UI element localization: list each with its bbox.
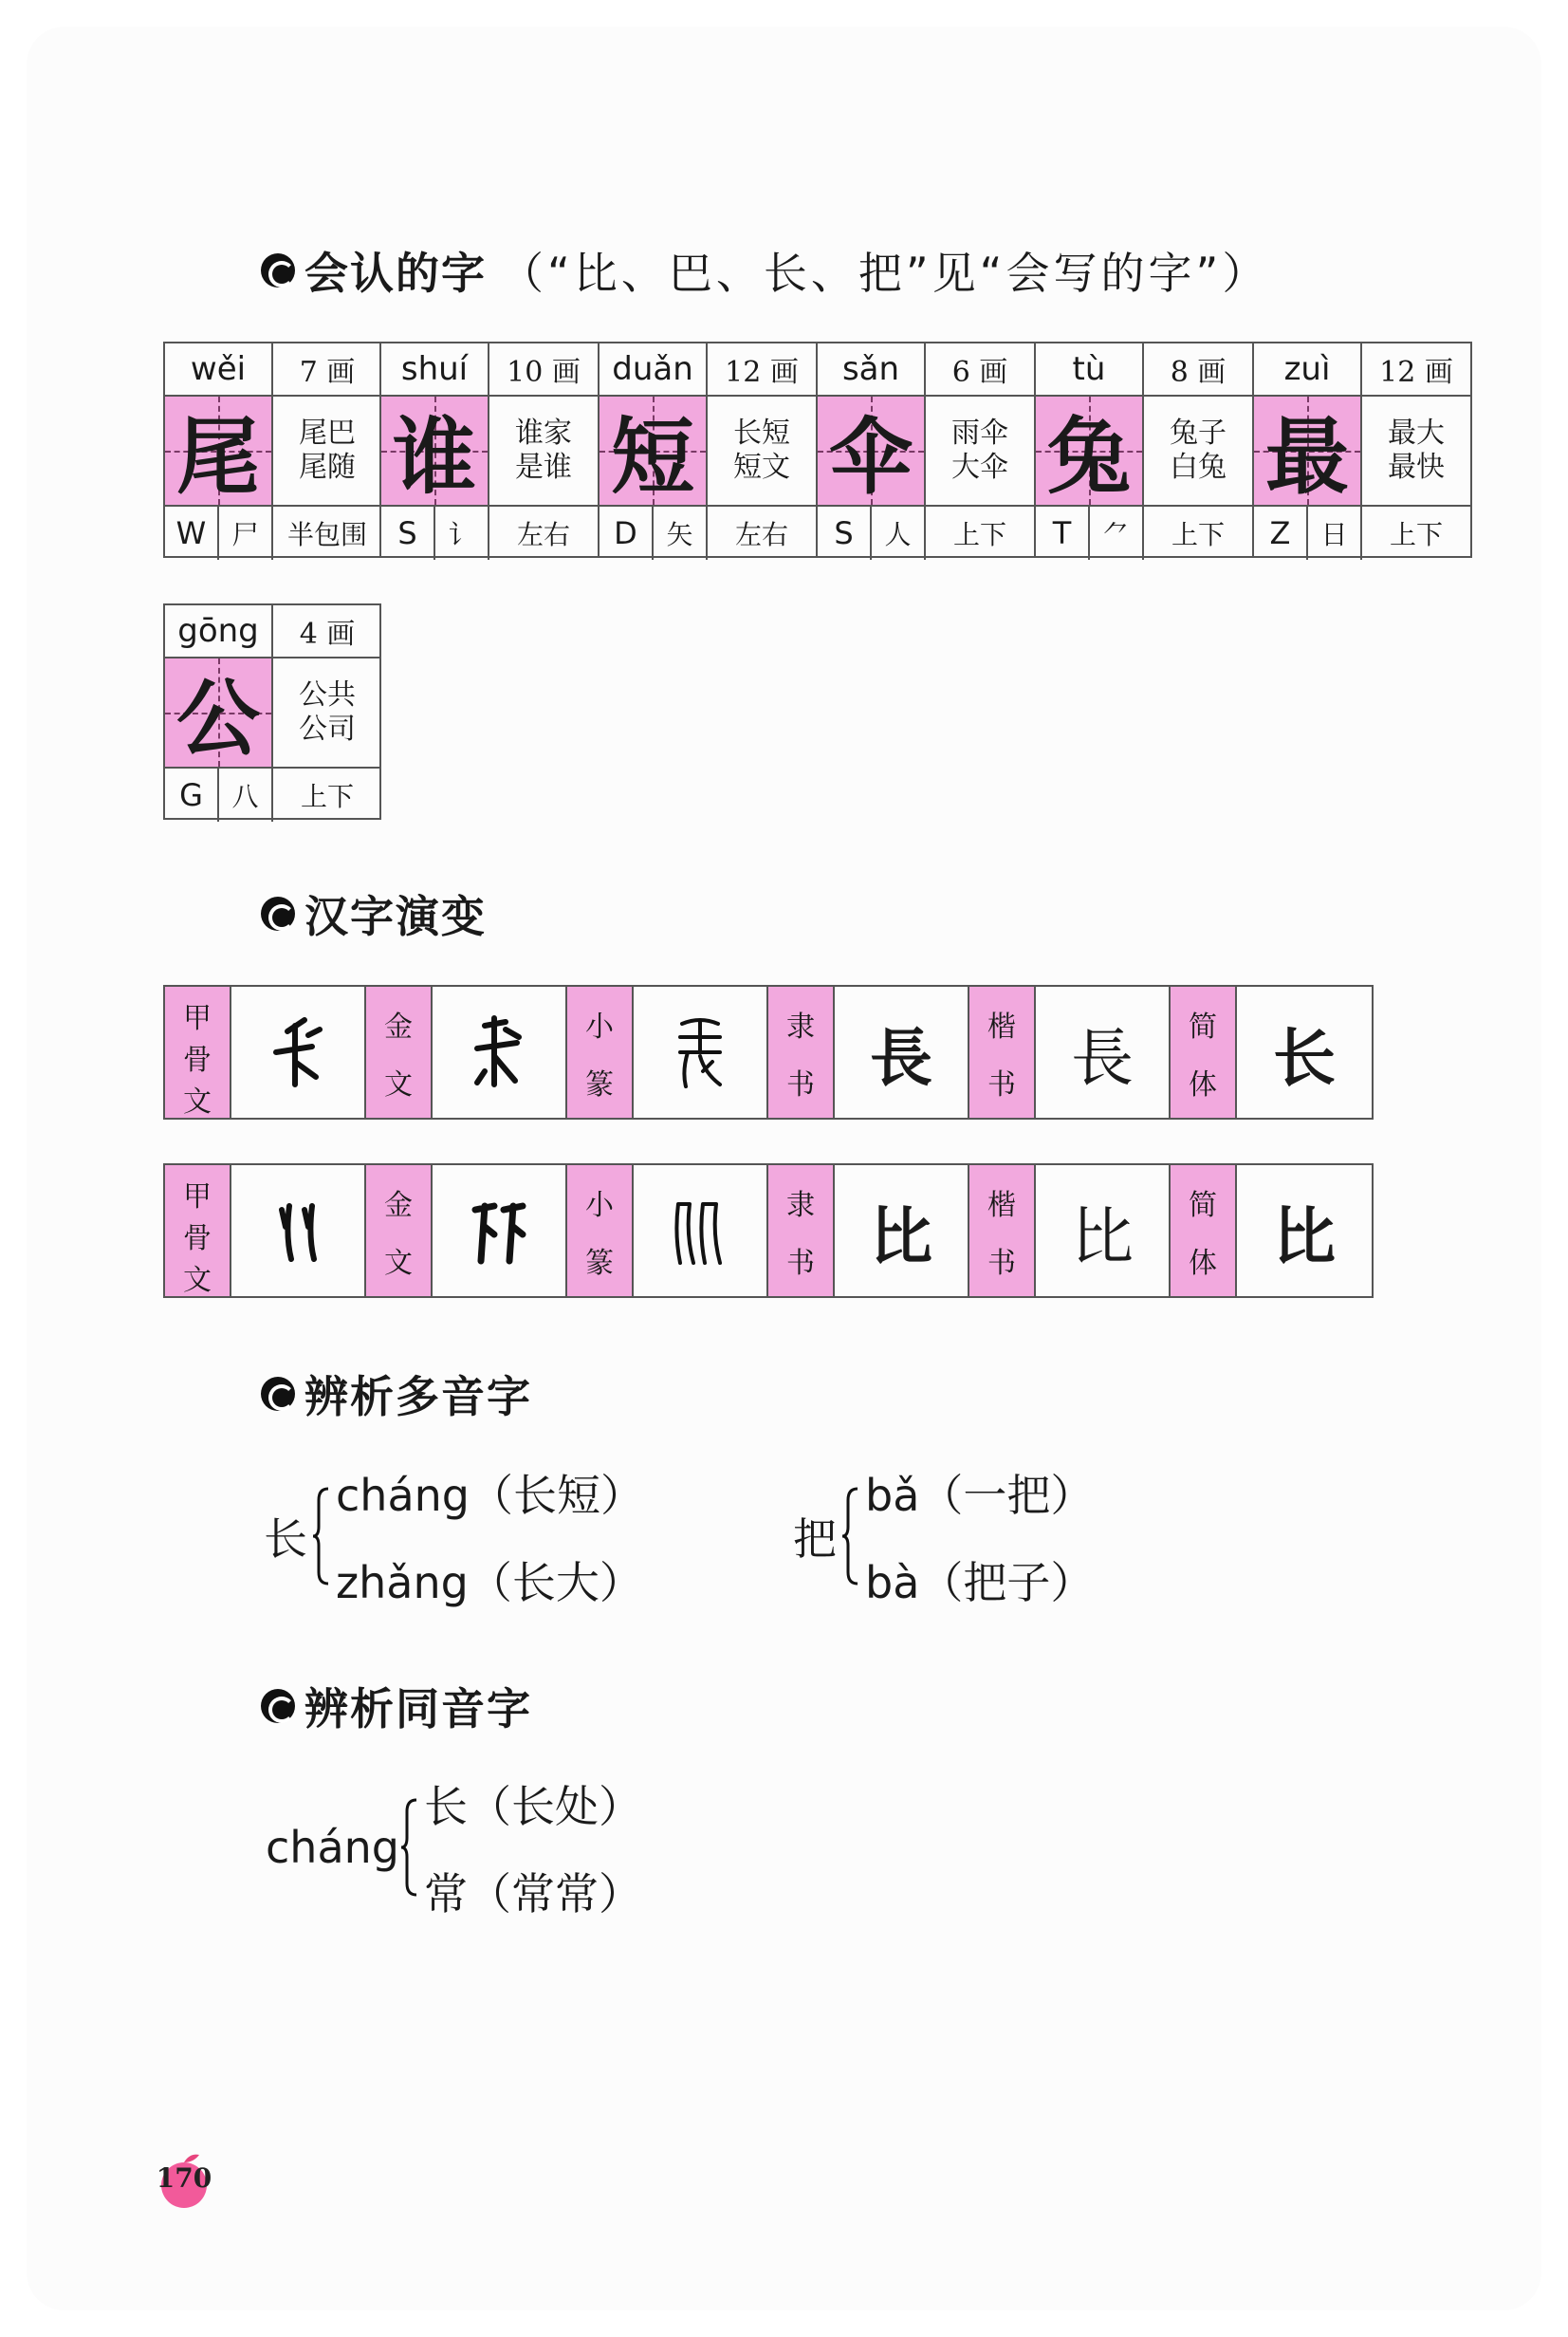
script-label-oracle: 甲 骨 文 <box>165 987 231 1118</box>
seal-bi-glyph <box>669 1193 731 1269</box>
section-bullet-icon <box>261 897 295 931</box>
page-number-badge <box>154 2149 214 2210</box>
clerical-glyph: 比 <box>835 1165 969 1296</box>
card-structure: 上下 <box>1389 519 1443 550</box>
card-character: 尾 <box>165 397 273 507</box>
reading-line: bǎ（一把） <box>865 1470 1095 1521</box>
oracle-glyph <box>231 987 366 1118</box>
homophone-group <box>266 1772 642 1922</box>
section-bullet-icon <box>261 253 295 287</box>
card-character: 公 <box>165 658 273 769</box>
polyphone-group-chang <box>264 1461 644 1611</box>
oracle-chang-glyph <box>267 1014 329 1090</box>
homophone-pinyin: cháng <box>266 1822 399 1873</box>
card-structure: 左右 <box>734 519 788 550</box>
card-structure: 上下 <box>1171 519 1225 550</box>
reading-line: cháng（长短） <box>336 1470 644 1521</box>
section-heading-polyphone <box>261 1363 532 1425</box>
seal-glyph <box>634 987 768 1118</box>
section-title: 会认的字 <box>304 248 487 299</box>
script-label-seal: 小 篆 <box>567 987 634 1118</box>
simplified-glyph: 长 <box>1273 1020 1336 1095</box>
card-character: 兔 <box>1036 397 1144 507</box>
card-pinyin: duǎn <box>600 343 708 397</box>
script-label-clerical: 隶 书 <box>768 1165 835 1296</box>
card-index: G 八 <box>165 769 273 822</box>
polyphone-char: 长 <box>264 1513 307 1565</box>
oracle-glyph <box>231 1165 366 1296</box>
character-card <box>163 342 381 558</box>
card-structure: 左右 <box>516 519 570 550</box>
seal-chang-glyph <box>669 1014 731 1090</box>
reading-line: zhǎng（长大） <box>336 1557 643 1608</box>
oracle-bi-glyph <box>267 1193 329 1269</box>
character-card-row <box>163 342 1472 558</box>
script-label-regular: 楷 书 <box>969 1165 1036 1296</box>
card-structure: 上下 <box>952 519 1006 550</box>
card-index: W 尸 <box>165 507 273 560</box>
polyphone-readings <box>336 1461 644 1611</box>
character-card <box>1254 342 1472 558</box>
homophone-line: 常（常常） <box>424 1868 642 1920</box>
evolution-strip-bi <box>163 1163 1374 1298</box>
card-index: S 讠 <box>381 507 489 560</box>
regular-glyph: 比 <box>1036 1165 1171 1296</box>
card-strokes: 6 画 <box>926 343 1034 397</box>
homophone-items <box>424 1772 642 1922</box>
section-heading-evolution <box>261 882 487 945</box>
card-index: S 人 <box>818 507 926 560</box>
card-index: D 矢 <box>600 507 708 560</box>
card-strokes: 10 画 <box>489 343 598 397</box>
card-character: 伞 <box>818 397 926 507</box>
section-title: 辨析同音字 <box>304 1683 532 1734</box>
script-label-oracle: 甲 骨 文 <box>165 1165 231 1296</box>
reading-line: bà（把子） <box>865 1557 1095 1608</box>
section-bullet-icon <box>261 1689 295 1723</box>
card-pinyin: tù <box>1036 343 1144 397</box>
script-label-regular: 楷 书 <box>969 987 1036 1118</box>
brace-icon <box>840 1485 859 1587</box>
brace-icon <box>399 1796 418 1899</box>
card-words: 兔子 白兔 <box>1144 397 1252 507</box>
bronze-bi-glyph <box>468 1193 530 1269</box>
card-index: T ⺈ <box>1036 507 1144 560</box>
character-card <box>600 342 818 558</box>
page-number: 170 <box>156 2162 212 2194</box>
section-title: 辨析多音字 <box>304 1371 532 1422</box>
polyphone-group-ba <box>793 1461 1094 1611</box>
script-label-bronze: 金 文 <box>366 987 433 1118</box>
section-bullet-icon <box>261 1377 295 1411</box>
card-strokes: 12 画 <box>1362 343 1470 397</box>
card-strokes: 12 画 <box>708 343 816 397</box>
card-character: 短 <box>600 397 708 507</box>
card-pinyin: sǎn <box>818 343 926 397</box>
script-label-clerical: 隶 书 <box>768 987 835 1118</box>
regular-glyph: 長 <box>1036 987 1171 1118</box>
script-label-bronze: 金 文 <box>366 1165 433 1296</box>
character-card <box>163 603 381 820</box>
section-title: 汉字演变 <box>304 891 487 942</box>
evolution-strip-chang <box>163 985 1374 1120</box>
card-pinyin: zuì <box>1254 343 1362 397</box>
card-character: 谁 <box>381 397 489 507</box>
script-label-simplified: 简 体 <box>1171 987 1237 1118</box>
section-heading-homophone <box>261 1675 532 1737</box>
bronze-glyph <box>433 1165 567 1296</box>
card-pinyin: shuí <box>381 343 489 397</box>
card-strokes: 4 画 <box>273 605 381 658</box>
script-label-simplified: 简 体 <box>1171 1165 1237 1296</box>
brace-icon <box>311 1485 330 1587</box>
card-character: 最 <box>1254 397 1362 507</box>
card-strokes: 8 画 <box>1144 343 1252 397</box>
script-label-seal: 小 篆 <box>567 1165 634 1296</box>
card-pinyin: wěi <box>165 343 273 397</box>
card-words: 尾巴 尾随 <box>273 397 381 507</box>
card-words: 公共 公司 <box>273 658 381 769</box>
homophone-line: 长（长处） <box>424 1781 642 1832</box>
card-strokes: 7 画 <box>273 343 381 397</box>
character-card <box>818 342 1036 558</box>
card-words: 最大 最快 <box>1362 397 1470 507</box>
polyphone-readings <box>865 1461 1094 1611</box>
card-pinyin: gōng <box>165 605 273 658</box>
card-words: 雨伞 大伞 <box>926 397 1034 507</box>
card-structure: 半包围 <box>286 519 367 550</box>
bronze-glyph <box>433 987 567 1118</box>
card-structure: 上下 <box>300 781 354 812</box>
character-card <box>1036 342 1254 558</box>
polyphone-char: 把 <box>793 1513 837 1565</box>
section-heading-recognize <box>261 239 1269 302</box>
simplified-glyph: 比 <box>1273 1198 1336 1273</box>
clerical-glyph: 長 <box>835 987 969 1118</box>
bronze-chang-glyph <box>468 1014 530 1090</box>
card-index: Z 日 <box>1254 507 1362 560</box>
character-card <box>381 342 600 558</box>
seal-glyph <box>634 1165 768 1296</box>
section-note: （“比、巴、长、把”见“会写的字”） <box>500 248 1270 299</box>
card-words: 长短 短文 <box>708 397 816 507</box>
card-words: 谁家 是谁 <box>489 397 598 507</box>
